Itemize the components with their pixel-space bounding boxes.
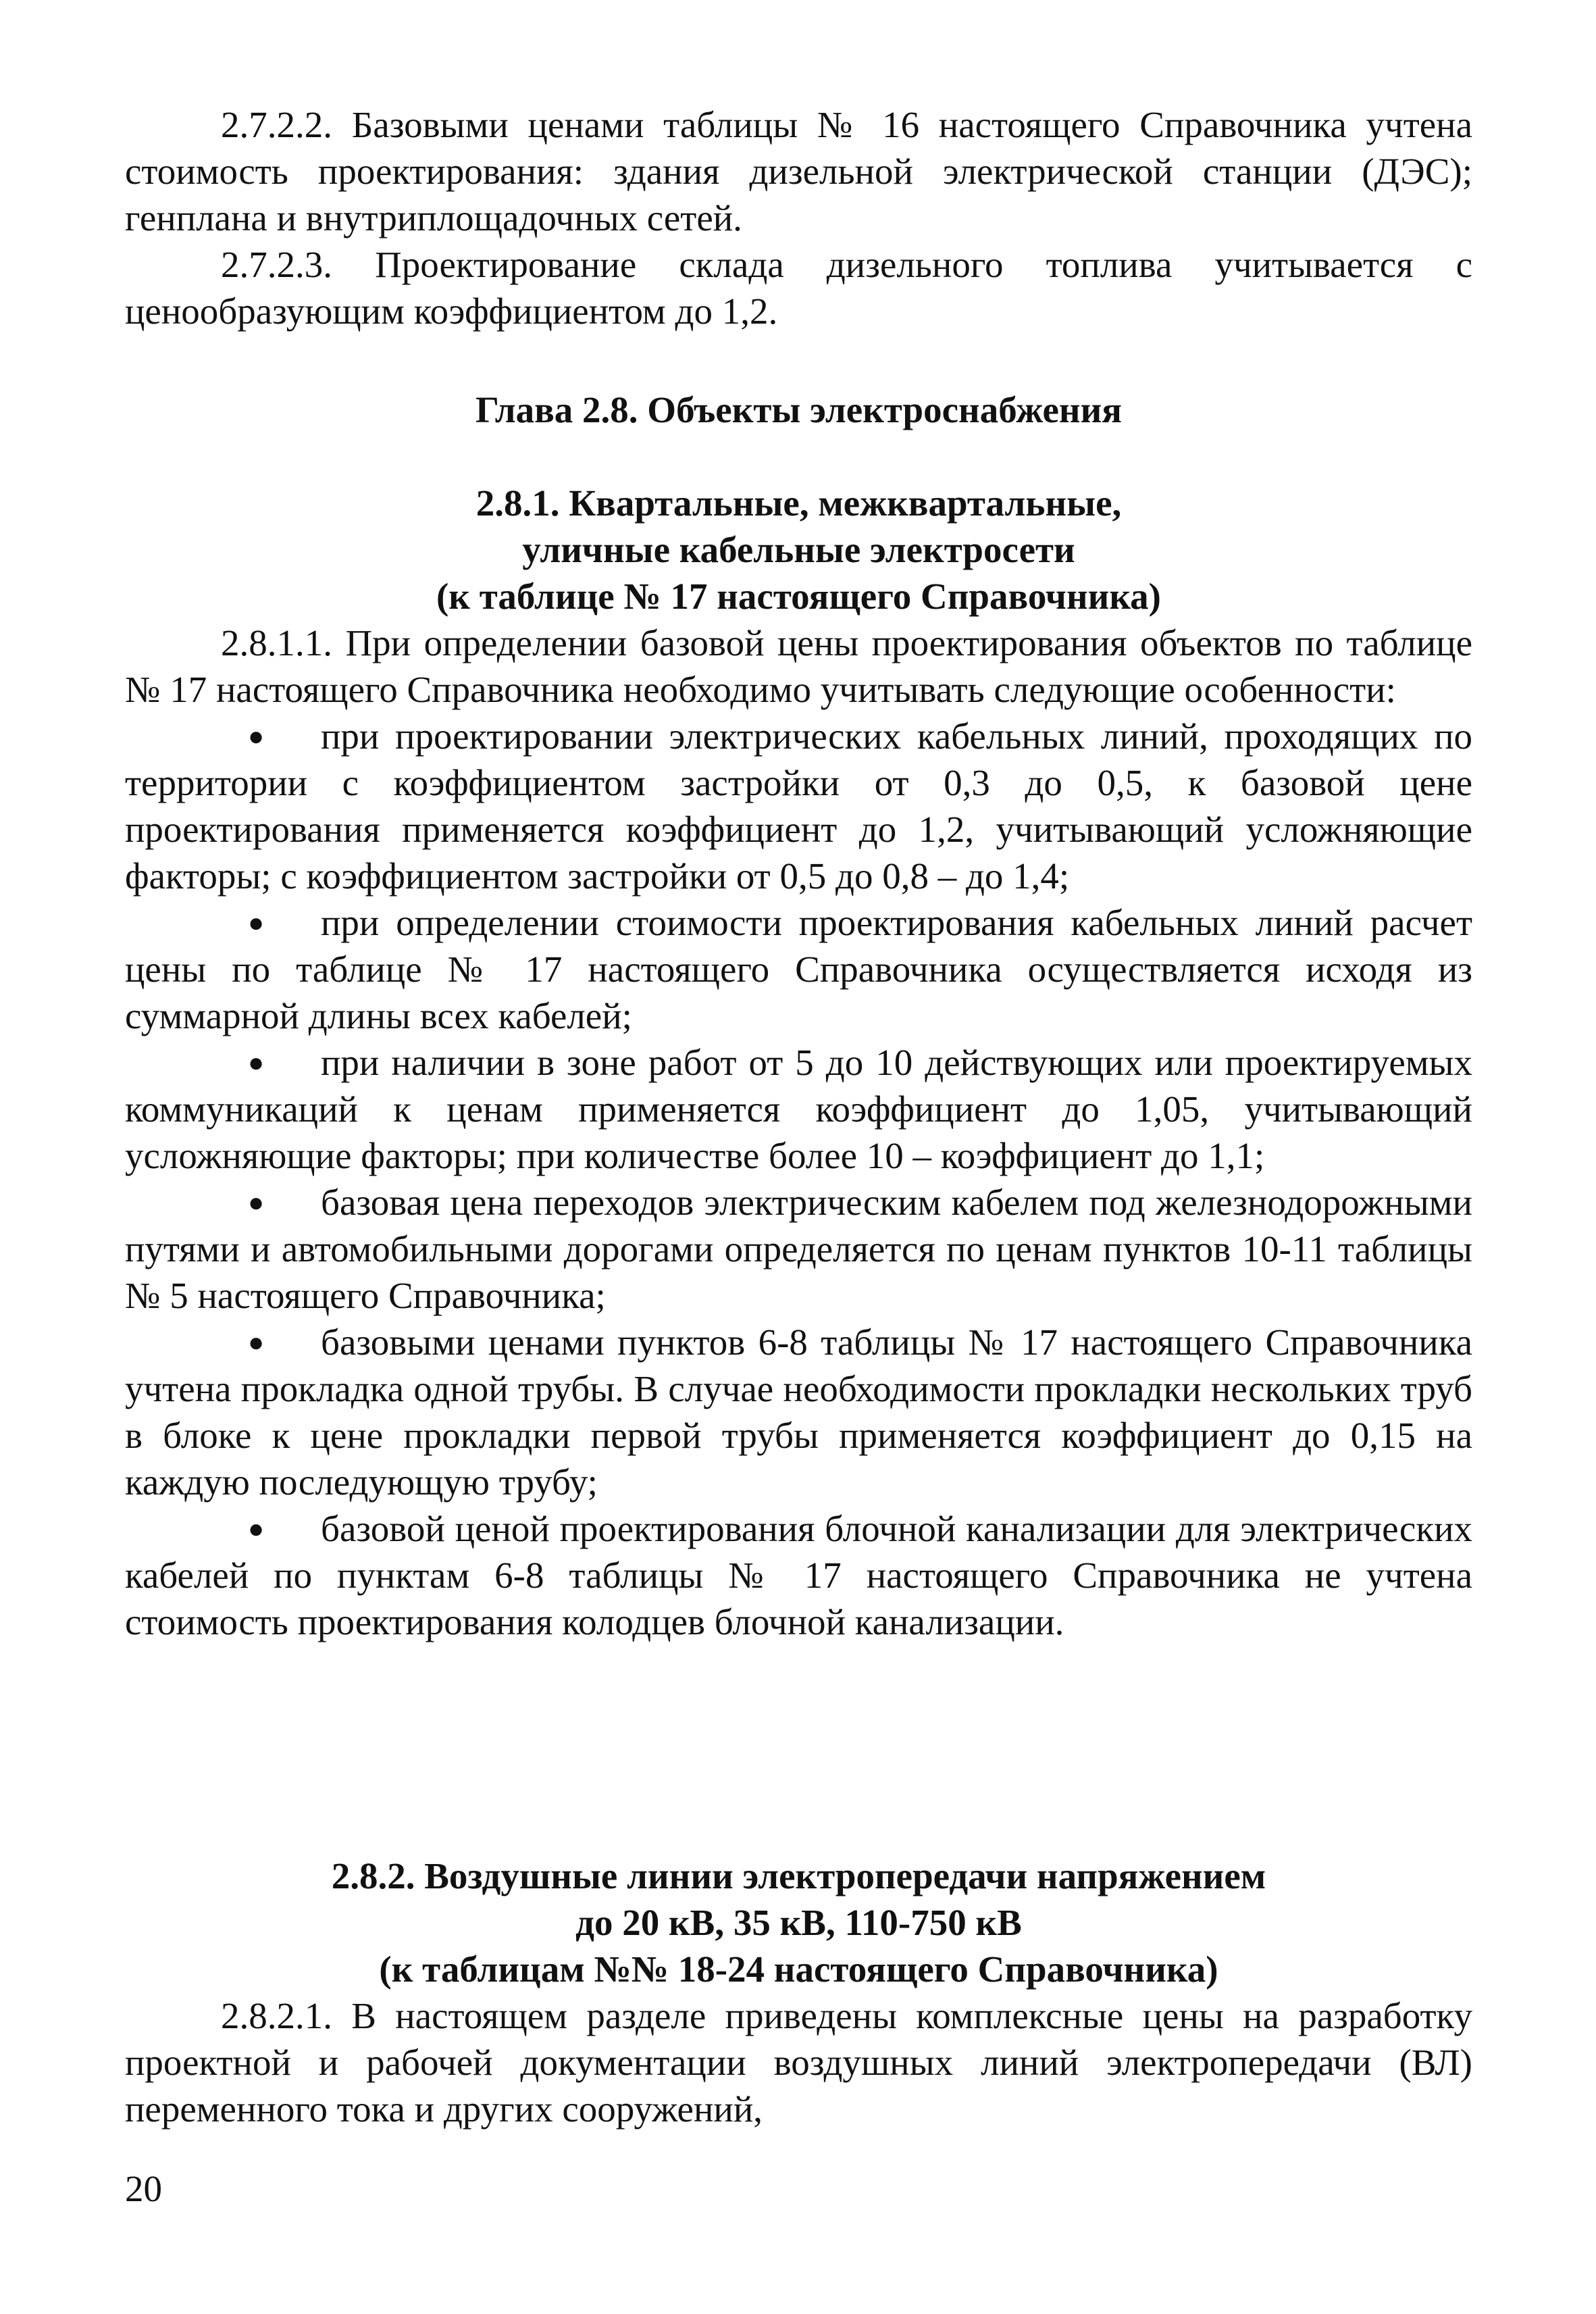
bullet-item: ● при проектировании электрических кабельных линий, проходящих по территории с коэффициентом застройки от 0,3 до 0,5, к базовой цене проектирования применяется коэффициент до 1,2, учитывающий усложняющие факторы; с коэффициентом застройки от 0,5 до 0,8 – до 1,4; xyxy=(125,713,1472,899)
bullet-icon: ● xyxy=(248,1047,265,1078)
bullet-item: ● базовыми ценами пунктов 6-8 таблицы № 17 настоящего Справочника учтена прокладка одной трубы. В случае необходимости прокладки нескольких труб в блоке к цене прокладки первой трубы применяется коэффициент до 0,15 на каждую последующую трубу; xyxy=(125,1319,1472,1505)
bullet-icon: ● xyxy=(248,1513,265,1544)
page-number: 20 xyxy=(125,2168,162,2209)
section-2-8-1-body xyxy=(125,620,1472,1645)
bullet-icon: ● xyxy=(248,1327,265,1357)
section-2-8-2-title-line-2: до 20 кВ, 35 кВ, 110-750 кВ xyxy=(575,1902,1022,1943)
bullet-item: ● базовой ценой проектирования блочной канализации для электрических кабелей по пунктам 6-8 таблицы № 17 настоящего Справочника не учтена стоимость проектирования колодцев блочной канализации. xyxy=(125,1505,1472,1645)
section-2-7-2-paragraphs xyxy=(125,101,1472,334)
bullet-icon: ● xyxy=(248,721,265,751)
bullet-icon: ● xyxy=(248,1187,265,1217)
bullet-item: ● при наличии в зоне работ от 5 до 10 действующих или проектируемых коммуникаций к ценам применяется коэффициент до 1,05, учитывающий усложняющие факторы; при количестве более 10 – коэффициент до 1,1; xyxy=(125,1039,1472,1179)
paragraph-2-7-2-2: 2.7.2.2. Базовыми ценами таблицы № 16 настоящего Справочника учтена стоимость проектирования: здания дизельной электрической станции (ДЭС); генплана и внутриплощадочных сетей. xyxy=(125,104,1472,238)
paragraph-2-7-2-3: 2.7.2.3. Проектирование склада дизельного топлива учитывается с ценообразующим коэффициентом до 1,2. xyxy=(125,244,1472,332)
section-2-8-2-body xyxy=(125,1992,1472,2132)
bullet-item: ● базовая цена переходов электрическим кабелем под железнодорожными путями и автомобильными дорогами определяется по ценам пунктов 10-11 таблицы № 5 настоящего Справочника; xyxy=(125,1179,1472,1319)
section-2-8-1-title-line-3: (к таблице № 17 настоящего Справочника) xyxy=(436,576,1161,617)
section-2-8-1-title-line-1: 2.8.1. Квартальные, межквартальные, xyxy=(475,482,1122,524)
section-2-8-2-title-line-1: 2.8.2. Воздушные линии электропередачи напряжением xyxy=(331,1855,1266,1896)
section-2-8-2-title-line-3: (к таблицам №№ 18-24 настоящего Справочника) xyxy=(379,1948,1218,1990)
bullet-item: ● при определении стоимости проектирования кабельных линий расчет цены по таблице № 17 настоящего Справочника осуществляется исходя из суммарной длины всех кабелей; xyxy=(125,899,1472,1039)
paragraph-2-8-2-1: 2.8.2.1. В настоящем разделе приведены комплексные цены на разработку проектной и рабочей документации воздушных линий электропередачи (ВЛ) переменного тока и других сооружений, xyxy=(125,1995,1472,2130)
chapter-heading: Глава 2.8. Объекты электроснабжения xyxy=(475,389,1123,430)
paragraph-2-8-1-1: 2.8.1.1. При определении базовой цены проектирования объектов по таблице № 17 настоящего Справочника необходимо учитывать следующие особенности: xyxy=(125,622,1472,710)
bullet-icon: ● xyxy=(248,907,265,938)
section-2-8-1-title-line-2: уличные кабельные электросети xyxy=(522,529,1075,570)
